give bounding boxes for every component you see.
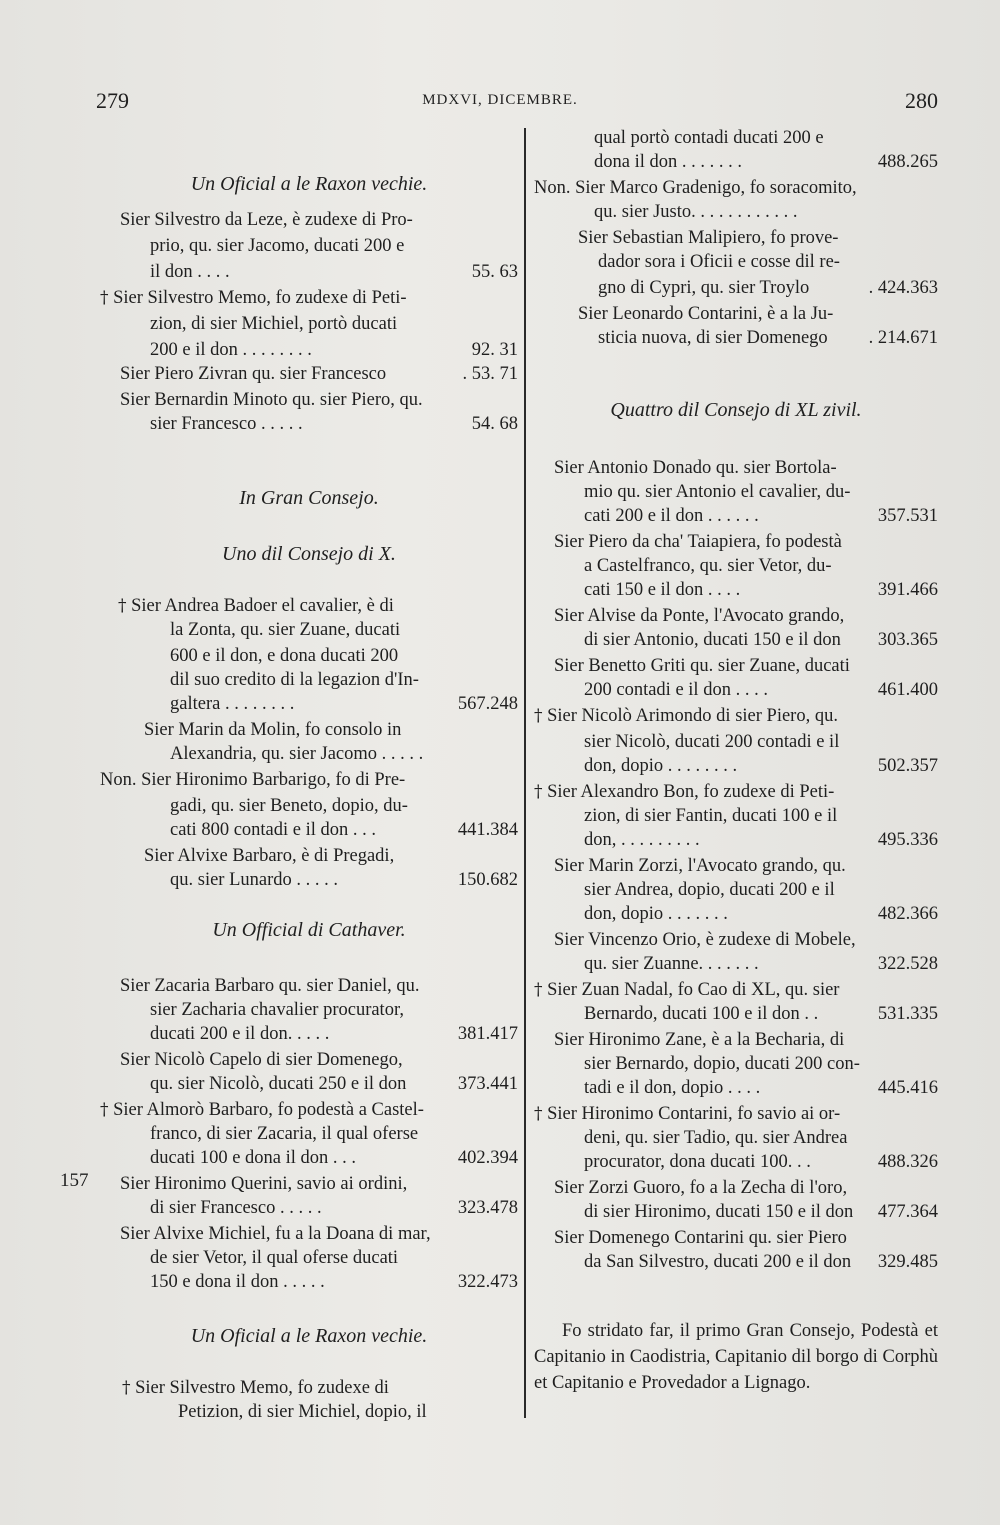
line-words: Sier Hironimo Contarini, fo savio ai or- <box>542 1104 841 1124</box>
text-line <box>534 504 938 530</box>
text-line <box>100 1376 518 1402</box>
line-text <box>150 1246 398 1270</box>
text-line <box>534 1126 938 1152</box>
text-line <box>534 828 938 854</box>
line-words: Sier Andrea Badoer el cavalier, è di <box>126 596 394 616</box>
line-words: sier Francesco . . . . . <box>150 414 303 434</box>
line-words: Sier Alvixe Michiel, fu a la Doana di mar, <box>120 1224 431 1244</box>
amount-value: 322.473 <box>457 1272 518 1292</box>
amount-value: 357.531 <box>877 506 938 526</box>
text-line <box>100 718 518 744</box>
line-text <box>534 704 838 728</box>
text-line <box>534 1102 938 1128</box>
line-text <box>150 1196 322 1220</box>
line-words: la Zonta, qu. sier Zuane, ducati <box>170 620 401 640</box>
line-text <box>554 928 856 952</box>
text-line <box>100 974 518 1000</box>
line-words: zion, di sier Michiel, portò ducati <box>150 314 398 334</box>
line-words: cati 800 contadi e il don . . . <box>170 820 377 840</box>
text-line <box>534 1250 938 1276</box>
line-text <box>594 126 824 150</box>
text-line <box>534 1150 938 1176</box>
line-words: Sier Piero Zivran qu. sier Francesco <box>120 364 387 384</box>
amount-value: 567.248 <box>457 694 518 714</box>
line-words: don, dopio . . . . . . . <box>584 904 728 924</box>
text-line <box>100 1098 518 1124</box>
line-words: Sier Nicolò Capelo di sier Domenego, <box>120 1050 403 1070</box>
amount-value: 531.335 <box>877 1004 938 1024</box>
text-line <box>100 868 518 894</box>
closing-paragraph: Fo stridato far, il primo Gran Consejo, Podestà et Capitanio in Caodistria, Capitanio dil borgo di Corphù et Capitanio e Provedador a Lignago. <box>534 1321 938 1393</box>
dagger-mark: † <box>534 1104 543 1124</box>
line-text <box>170 868 338 892</box>
line-words: ducati 100 e dona il don . . . <box>150 1148 357 1168</box>
text-line <box>100 692 518 718</box>
text-line <box>100 412 518 438</box>
line-text <box>554 1028 844 1052</box>
dagger-mark: † <box>118 596 127 616</box>
line-text <box>598 326 828 350</box>
text-line <box>100 338 518 364</box>
text-line <box>534 1200 938 1226</box>
line-words: Sier Nicolò Arimondo di sier Piero, qu. <box>542 706 838 726</box>
line-text <box>534 1102 840 1126</box>
line-text <box>598 250 840 274</box>
line-words: Sier Bernardin Minoto qu. sier Piero, qu. <box>120 390 423 410</box>
line-words: procurator, dona ducati 100. . . <box>584 1152 811 1172</box>
line-text <box>118 594 394 618</box>
line-words: sier Zacharia chavalier procurator, <box>150 1000 404 1020</box>
line-text <box>150 234 404 258</box>
line-text <box>150 260 230 284</box>
text-line <box>100 1196 518 1222</box>
text-line <box>534 176 938 202</box>
line-words: Sier Zuan Nadal, fo Cao di XL, qu. sier <box>542 980 840 1000</box>
line-words: 150 e dona il don . . . . . <box>150 1272 325 1292</box>
line-text <box>144 844 394 868</box>
line-text <box>584 730 839 754</box>
line-words: Petizion, di sier Michiel, dopio, il <box>178 1402 427 1422</box>
line-words: qual portò contadi ducati 200 e <box>594 128 824 148</box>
text-line <box>100 1270 518 1296</box>
line-words: a Castelfranco, qu. sier Vetor, du- <box>584 556 832 576</box>
line-words: sier Nicolò, ducati 200 contadi e il <box>584 732 840 752</box>
line-text <box>578 226 838 250</box>
amount-value: 495.336 <box>877 830 938 850</box>
amount-value: . 424.363 <box>868 278 938 298</box>
line-text <box>100 286 407 310</box>
line-words: franco, di sier Zacaria, il qual oferse <box>150 1124 419 1144</box>
line-text <box>584 1200 853 1224</box>
section-heading: Un Official di Cathaver. <box>212 919 406 941</box>
line-text <box>170 668 419 692</box>
line-words: Sier Zacaria Barbaro qu. sier Daniel, qu. <box>120 976 420 996</box>
text-line <box>534 456 938 482</box>
text-line <box>534 1052 938 1078</box>
dagger-mark: † <box>534 980 543 1000</box>
amount-value: 322.528 <box>877 954 938 974</box>
line-text <box>120 208 413 232</box>
text-line <box>100 794 518 820</box>
line-words: sticia nuova, di sier Domenego <box>598 328 828 348</box>
line-text <box>584 1052 860 1076</box>
text-line <box>534 578 938 604</box>
line-words: Sier Almorò Barbaro, fo podestà a Castel- <box>108 1100 424 1120</box>
amount-value: 55. 63 <box>471 262 518 282</box>
line-words: qu. sier Zuanne. . . . . . . <box>584 954 759 974</box>
amount-value: 488.326 <box>877 1152 938 1172</box>
text-line <box>100 208 518 234</box>
line-words: Sier Alvise da Ponte, l'Avocato grando, <box>554 606 845 626</box>
text-line <box>100 1146 518 1172</box>
text-line <box>534 1226 938 1252</box>
line-text <box>120 388 423 412</box>
line-words: tadi e il don, dopio . . . . <box>584 1078 761 1098</box>
text-line <box>100 1400 518 1426</box>
line-words: Alexandria, qu. sier Jacomo . . . . . <box>170 744 424 764</box>
line-text <box>578 302 833 326</box>
text-line <box>534 1176 938 1202</box>
text-line <box>534 1028 938 1054</box>
text-line <box>534 480 938 506</box>
text-line <box>100 844 518 870</box>
text-line <box>534 1076 938 1102</box>
text-line <box>534 628 938 654</box>
text-line <box>100 998 518 1024</box>
text-line <box>100 286 518 312</box>
section-heading: Un Oficial a le Raxon vechie. <box>190 173 428 195</box>
text-line <box>534 150 938 176</box>
line-text <box>150 998 404 1022</box>
running-title: MDXVI, DICEMBRE. <box>422 92 578 108</box>
left-page-number: 279 <box>96 88 129 113</box>
line-text <box>150 338 312 362</box>
line-text <box>584 1126 847 1150</box>
line-words: galtera . . . . . . . . <box>170 694 295 714</box>
line-words: Sier Silvestro da Leze, è zudexe di Pro- <box>120 210 413 230</box>
line-words: Sier Piero da cha' Taiapiera, fo podestà <box>554 532 842 552</box>
amount-value: 445.416 <box>877 1078 938 1098</box>
line-words: 600 e il don, e dona ducati 200 <box>170 646 399 666</box>
line-words: deni, qu. sier Tadio, qu. sier Andrea <box>584 1128 848 1148</box>
dagger-mark: † <box>534 706 543 726</box>
line-text <box>584 1250 851 1274</box>
amount-value: 391.466 <box>877 580 938 600</box>
line-words: sier Andrea, dopio, ducati 200 e il <box>584 880 835 900</box>
section-heading: In Gran Consejo. <box>239 487 379 509</box>
line-text <box>584 754 737 778</box>
line-text <box>150 1122 418 1146</box>
line-words: sier Bernardo, dopio, ducati 200 con- <box>584 1054 860 1074</box>
line-words: prio, qu. sier Jacomo, ducati 200 e <box>150 236 405 256</box>
line-text <box>120 974 419 998</box>
line-text <box>584 480 850 504</box>
text-line <box>534 654 938 680</box>
line-words: ducati 200 e il don. . . . . <box>150 1024 330 1044</box>
line-words: qu. sier Justo. . . . . . . . . . . . <box>594 202 798 222</box>
amount-value: 92. 31 <box>471 340 518 360</box>
text-line <box>534 530 938 556</box>
line-text <box>598 276 809 300</box>
line-text <box>554 854 846 878</box>
line-words: dil suo credito di la legazion d'In- <box>170 670 419 690</box>
line-text <box>584 1002 818 1026</box>
line-text <box>554 654 850 678</box>
text-line <box>534 878 938 904</box>
amount-value: 482.366 <box>877 904 938 924</box>
line-text <box>584 1076 760 1100</box>
line-text <box>170 742 423 766</box>
amount-value: 502.357 <box>877 756 938 776</box>
line-text <box>170 794 408 818</box>
line-text <box>120 1222 431 1246</box>
line-text <box>584 828 700 852</box>
amount-value: . 214.671 <box>868 328 938 348</box>
amount-value: 441.384 <box>457 820 518 840</box>
text-line <box>534 704 938 730</box>
text-line <box>100 1222 518 1248</box>
line-words: Bernardo, ducati 100 e il don . . <box>584 1004 819 1024</box>
line-text <box>534 176 857 200</box>
text-line <box>100 234 518 260</box>
line-text <box>554 604 844 628</box>
line-words: Sier Alexandro Bon, fo zudexe di Peti- <box>542 782 835 802</box>
text-line <box>100 1048 518 1074</box>
text-line <box>534 678 938 704</box>
line-words: Non. Sier Marco Gradenigo, fo soracomito, <box>534 178 857 198</box>
line-text <box>170 818 376 842</box>
text-line <box>534 754 938 780</box>
line-text <box>584 628 841 652</box>
line-words: Sier Silvestro Memo, fo zudexe di <box>130 1378 389 1398</box>
line-text <box>584 804 837 828</box>
dagger-mark: † <box>122 1378 131 1398</box>
text-line <box>534 250 938 276</box>
line-words: don, dopio . . . . . . . . <box>584 756 738 776</box>
line-text <box>170 692 294 716</box>
text-line <box>100 644 518 670</box>
text-line <box>534 226 938 252</box>
dagger-mark: † <box>534 782 543 802</box>
amount-value: 373.441 <box>457 1074 518 1094</box>
text-line <box>534 902 938 928</box>
text-line <box>534 326 938 352</box>
line-text <box>534 978 839 1002</box>
line-words: 200 contadi e il don . . . . <box>584 680 768 700</box>
text-line <box>534 126 938 152</box>
text-line <box>534 952 938 978</box>
line-words: gadi, qu. sier Beneto, dopio, du- <box>170 796 408 816</box>
line-text <box>584 678 768 702</box>
section-heading: Quattro dil Consejo di XL zivil. <box>610 399 862 421</box>
line-text <box>120 1172 407 1196</box>
line-text <box>144 718 401 742</box>
line-text <box>554 1176 847 1200</box>
line-text <box>584 878 835 902</box>
line-words: cati 150 e il don . . . . <box>584 580 741 600</box>
line-words: Sier Benetto Griti qu. sier Zuane, ducati <box>554 656 850 676</box>
amount-value: 150.682 <box>457 870 518 890</box>
line-words: zion, di sier Fantin, ducati 100 e il <box>584 806 838 826</box>
dagger-mark: † <box>100 1100 109 1120</box>
text-line <box>534 730 938 756</box>
line-words: Sier Hironimo Zane, è a la Becharia, di <box>554 1030 845 1050</box>
line-words: dador sora i Oficii e cosse dil re- <box>598 252 840 272</box>
text-line <box>534 200 938 226</box>
text-line <box>100 388 518 414</box>
text-line <box>534 978 938 1004</box>
line-text <box>170 644 398 668</box>
line-text <box>100 768 405 792</box>
amount-value: 54. 68 <box>471 414 518 434</box>
amount-value: 488.265 <box>877 152 938 172</box>
text-line <box>100 1022 518 1048</box>
line-text <box>584 578 740 602</box>
column-divider <box>524 128 526 1418</box>
line-text <box>178 1400 427 1424</box>
line-text <box>534 780 834 804</box>
line-text <box>150 1146 356 1170</box>
line-words: Sier Marin da Molin, fo consolo in <box>144 720 402 740</box>
text-line <box>534 302 938 328</box>
line-words: Sier Domenego Contarini qu. sier Piero <box>554 1228 847 1248</box>
text-line <box>534 928 938 954</box>
line-words: qu. sier Nicolò, ducati 250 e il don <box>150 1074 407 1094</box>
line-text <box>122 1376 389 1400</box>
line-words: qu. sier Lunardo . . . . . <box>170 870 339 890</box>
amount-value: . 53. 71 <box>462 364 518 384</box>
line-words: 200 e il don . . . . . . . . <box>150 340 312 360</box>
line-words: Sier Zorzi Guoro, fo a la Zecha di l'oro, <box>554 1178 848 1198</box>
line-words: di sier Antonio, ducati 150 e il don <box>584 630 841 650</box>
text-line <box>100 1172 518 1198</box>
line-text <box>150 1072 406 1096</box>
line-text <box>120 1048 403 1072</box>
margin-number: 157 <box>60 1170 89 1191</box>
line-text <box>584 902 728 926</box>
text-line <box>100 594 518 620</box>
section-heading: Un Oficial a le Raxon vechie. <box>190 1325 428 1347</box>
text-line <box>534 804 938 830</box>
line-words: Sier Vincenzo Orio, è zudexe di Mobele, <box>554 930 856 950</box>
line-text <box>100 1098 424 1122</box>
line-text <box>584 554 832 578</box>
line-text <box>150 412 303 436</box>
amount-value: 329.485 <box>877 1252 938 1272</box>
line-words: Non. Sier Hironimo Barbarigo, fo di Pre- <box>100 770 406 790</box>
line-words: dona il don . . . . . . . <box>594 152 742 172</box>
amount-value: 303.365 <box>877 630 938 650</box>
amount-value: 477.364 <box>877 1202 938 1222</box>
line-words: Sier Leonardo Contarini, è a la Ju- <box>578 304 834 324</box>
line-words: Sier Sebastian Malipiero, fo prove- <box>578 228 839 248</box>
line-text <box>594 150 742 174</box>
line-words: gno di Cypri, qu. sier Troylo <box>598 278 810 298</box>
line-words: il don . . . . <box>150 262 230 282</box>
line-words: Sier Alvixe Barbaro, è di Pregadi, <box>144 846 395 866</box>
line-words: da San Silvestro, ducati 200 e il don <box>584 1252 852 1272</box>
text-line <box>534 604 938 630</box>
amount-value: 402.394 <box>457 1148 518 1168</box>
line-text <box>594 200 798 224</box>
text-line <box>100 618 518 644</box>
text-line <box>100 742 518 768</box>
line-words: Sier Antonio Donado qu. sier Bortola- <box>554 458 837 478</box>
line-text <box>584 1150 811 1174</box>
right-page-number: 280 <box>905 88 938 113</box>
text-line <box>100 1122 518 1148</box>
line-text <box>120 362 386 386</box>
text-line <box>100 1072 518 1098</box>
line-text <box>150 312 397 336</box>
text-line <box>534 276 938 302</box>
line-words: don, . . . . . . . . . <box>584 830 700 850</box>
line-text <box>584 952 759 976</box>
amount-value: 461.400 <box>877 680 938 700</box>
text-line <box>100 768 518 794</box>
line-text <box>150 1270 325 1294</box>
line-words: Sier Silvestro Memo, fo zudexe di Peti- <box>108 288 407 308</box>
dagger-mark: † <box>100 288 109 308</box>
line-words: Sier Marin Zorzi, l'Avocato grando, qu. <box>554 856 846 876</box>
text-line <box>534 554 938 580</box>
text-line <box>100 260 518 286</box>
line-words: Sier Hironimo Querini, savio ai ordini, <box>120 1174 408 1194</box>
text-line <box>100 1246 518 1272</box>
line-text <box>554 456 837 480</box>
line-text <box>170 618 400 642</box>
line-words: di sier Francesco . . . . . <box>150 1198 322 1218</box>
text-line <box>534 780 938 806</box>
line-words: di sier Hironimo, ducati 150 e il don <box>584 1202 854 1222</box>
line-words: de sier Vetor, il qual oferse ducati <box>150 1248 399 1268</box>
section-heading: Uno dil Consejo di X. <box>222 543 396 565</box>
text-line <box>534 854 938 880</box>
line-words: mio qu. sier Antonio el cavalier, du- <box>584 482 851 502</box>
line-text <box>150 1022 329 1046</box>
text-line <box>100 362 518 388</box>
text-line <box>534 1002 938 1028</box>
text-line <box>100 312 518 338</box>
line-text <box>584 504 759 528</box>
line-text <box>554 530 842 554</box>
text-line <box>100 818 518 844</box>
text-line <box>100 668 518 694</box>
amount-value: 381.417 <box>457 1024 518 1044</box>
amount-value: 323.478 <box>457 1198 518 1218</box>
line-text <box>554 1226 847 1250</box>
line-words: cati 200 e il don . . . . . . <box>584 506 759 526</box>
